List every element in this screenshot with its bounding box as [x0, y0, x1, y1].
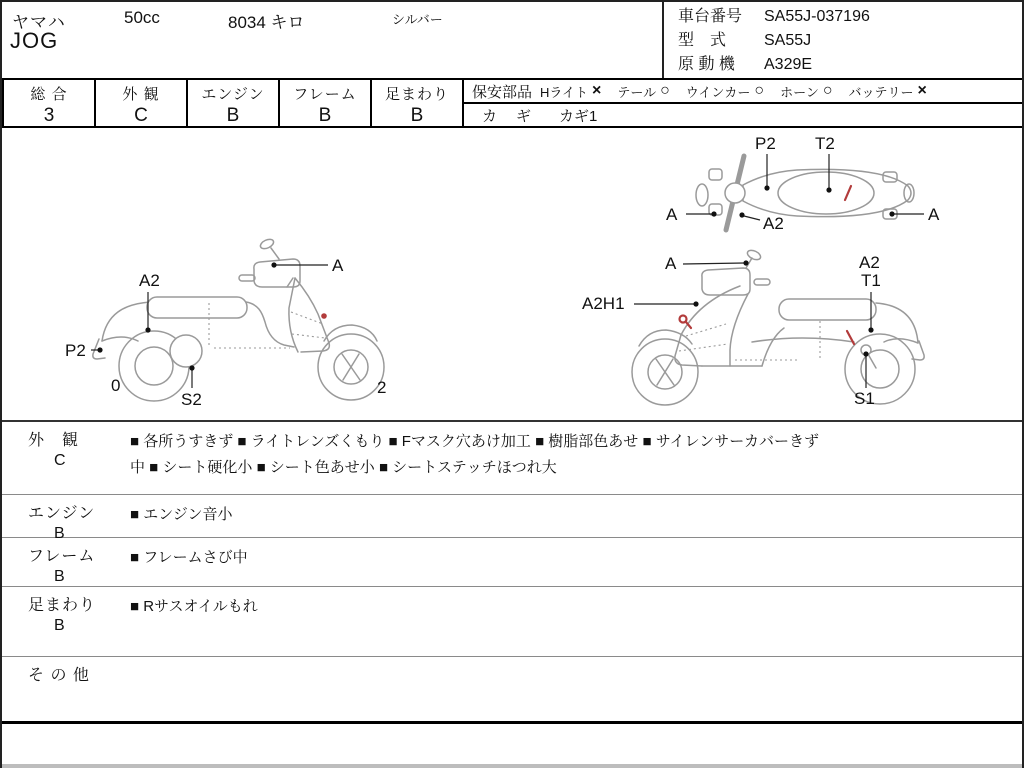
safety-parts-cell	[462, 78, 1022, 128]
mileage: 8034 キロ	[228, 13, 305, 32]
key-value: カギ1	[559, 107, 598, 125]
engine-code-label: 原 動 機	[678, 56, 735, 73]
mark-label-a-right: A	[928, 205, 940, 224]
model-code-label: 型 式	[678, 32, 727, 49]
safety-item-winker: ウインカー ○	[685, 82, 765, 100]
grade-frame-label: フレーム	[293, 86, 357, 103]
undercarriage-notes-line1: ■ Rサスオイルもれ	[130, 598, 258, 615]
damage-diagram	[2, 128, 1022, 420]
section-divider-thick	[2, 721, 1022, 724]
grade-overall-value: 3	[43, 105, 55, 126]
grade-overall-label: 総 合	[30, 86, 68, 103]
scan-edge-strip	[2, 764, 1022, 768]
mark-label-a: A	[332, 256, 344, 275]
grade-engine-label: エンジン	[201, 86, 265, 103]
condition-row-engine	[2, 494, 1022, 542]
displacement: 50cc	[124, 8, 160, 27]
chassis-number-value: SA55J-037196	[764, 8, 870, 25]
grade-frame	[278, 78, 372, 128]
grade-exterior	[94, 78, 188, 128]
status-cross-icon: ×	[592, 82, 602, 99]
condition-label-undercarriage: 足まわり	[28, 597, 97, 614]
condition-label-exterior: 外 観	[28, 432, 80, 449]
status-cross-icon: ×	[917, 82, 927, 99]
damage-mark-legshield	[321, 313, 327, 319]
condition-grade-undercarriage: B	[54, 617, 65, 634]
safety-parts-label: 保安部品	[472, 83, 533, 101]
exterior-notes-line1: ■ 各所うすきず ■ ライトレンズくもり ■ Fマスク穴あけ加工 ■ 樹脂部色あせ ■ サイレンサーカバーきず	[130, 433, 819, 450]
grade-undercarriage	[370, 78, 464, 128]
frame-notes-line1: ■ フレームさび中	[130, 549, 248, 566]
mark-label-a2: A2	[859, 253, 880, 272]
model-name: JOG	[10, 28, 59, 53]
engine-notes-line1: ■ エンジン音小	[130, 506, 233, 523]
condition-row-exterior	[2, 422, 1022, 494]
vehicle-id-block	[662, 2, 1022, 78]
status-circle-icon: ○	[754, 82, 765, 99]
wheel-grade-front: 2	[377, 378, 387, 397]
mark-label-a2: A2	[139, 271, 160, 290]
key-row	[464, 104, 1022, 126]
mark-label-a: A	[665, 254, 677, 273]
safety-parts-row	[464, 80, 1022, 104]
grade-exterior-value: C	[134, 105, 148, 126]
safety-item-horn: ホーン ○	[780, 82, 833, 100]
scooter-right-view	[582, 248, 924, 408]
safety-item-battery: バッテリー ×	[848, 82, 927, 100]
grade-undercarriage-label: 足まわり	[384, 86, 449, 103]
condition-grade-engine: B	[54, 525, 65, 542]
scooter-left-view	[65, 237, 386, 409]
grade-engine-value: B	[226, 105, 240, 126]
mark-label-t2: T2	[815, 134, 835, 153]
mark-label-s2: S2	[181, 390, 202, 409]
mark-label-s1: S1	[854, 389, 875, 408]
condition-row-frame	[2, 537, 1022, 586]
exterior-notes-line2: 中 ■ シート硬化小 ■ シート色あせ小 ■ シートステッチほつれ大	[130, 459, 557, 476]
condition-grade-exterior: C	[54, 452, 66, 469]
grade-undercarriage-value: B	[410, 105, 424, 126]
grade-exterior-label: 外 観	[122, 86, 160, 103]
safety-item-tail: テール ○	[617, 82, 670, 100]
status-circle-icon: ○	[822, 82, 833, 99]
mark-label-a2h1: A2H1	[582, 294, 625, 313]
mark-label-a2: A2	[763, 214, 784, 233]
condition-label-frame: フレーム	[28, 548, 96, 565]
header	[2, 2, 1022, 78]
scooter-top-view	[666, 134, 940, 233]
model-code-value: SA55J	[764, 32, 812, 49]
condition-notes	[2, 420, 1022, 723]
condition-grade-frame: B	[54, 568, 65, 585]
status-circle-icon: ○	[660, 82, 670, 99]
condition-label-engine: エンジン	[28, 505, 96, 522]
chassis-number-label: 車台番号	[678, 8, 743, 25]
key-label: カ ギ	[482, 107, 534, 125]
mark-label-a-left: A	[666, 205, 678, 224]
wheel-grade-rear: 0	[111, 376, 121, 395]
condition-label-other: そ の 他	[28, 667, 90, 684]
mark-label-p2: P2	[65, 341, 86, 360]
body-color: シルバー	[392, 12, 443, 27]
safety-item-headlight: Hライト ×	[540, 82, 602, 100]
condition-row-other	[2, 656, 1022, 723]
grade-frame-value: B	[318, 105, 332, 126]
mark-label-p2: P2	[755, 134, 776, 153]
grade-engine	[186, 78, 280, 128]
engine-code-value: A329E	[764, 56, 813, 73]
maker-name: ヤマハ	[12, 13, 66, 32]
grade-overall	[2, 78, 96, 128]
scooter-diagram-svg	[2, 128, 1022, 420]
condition-row-undercarriage	[2, 586, 1022, 656]
grade-row	[2, 78, 1022, 128]
mark-label-t1: T1	[861, 271, 881, 290]
